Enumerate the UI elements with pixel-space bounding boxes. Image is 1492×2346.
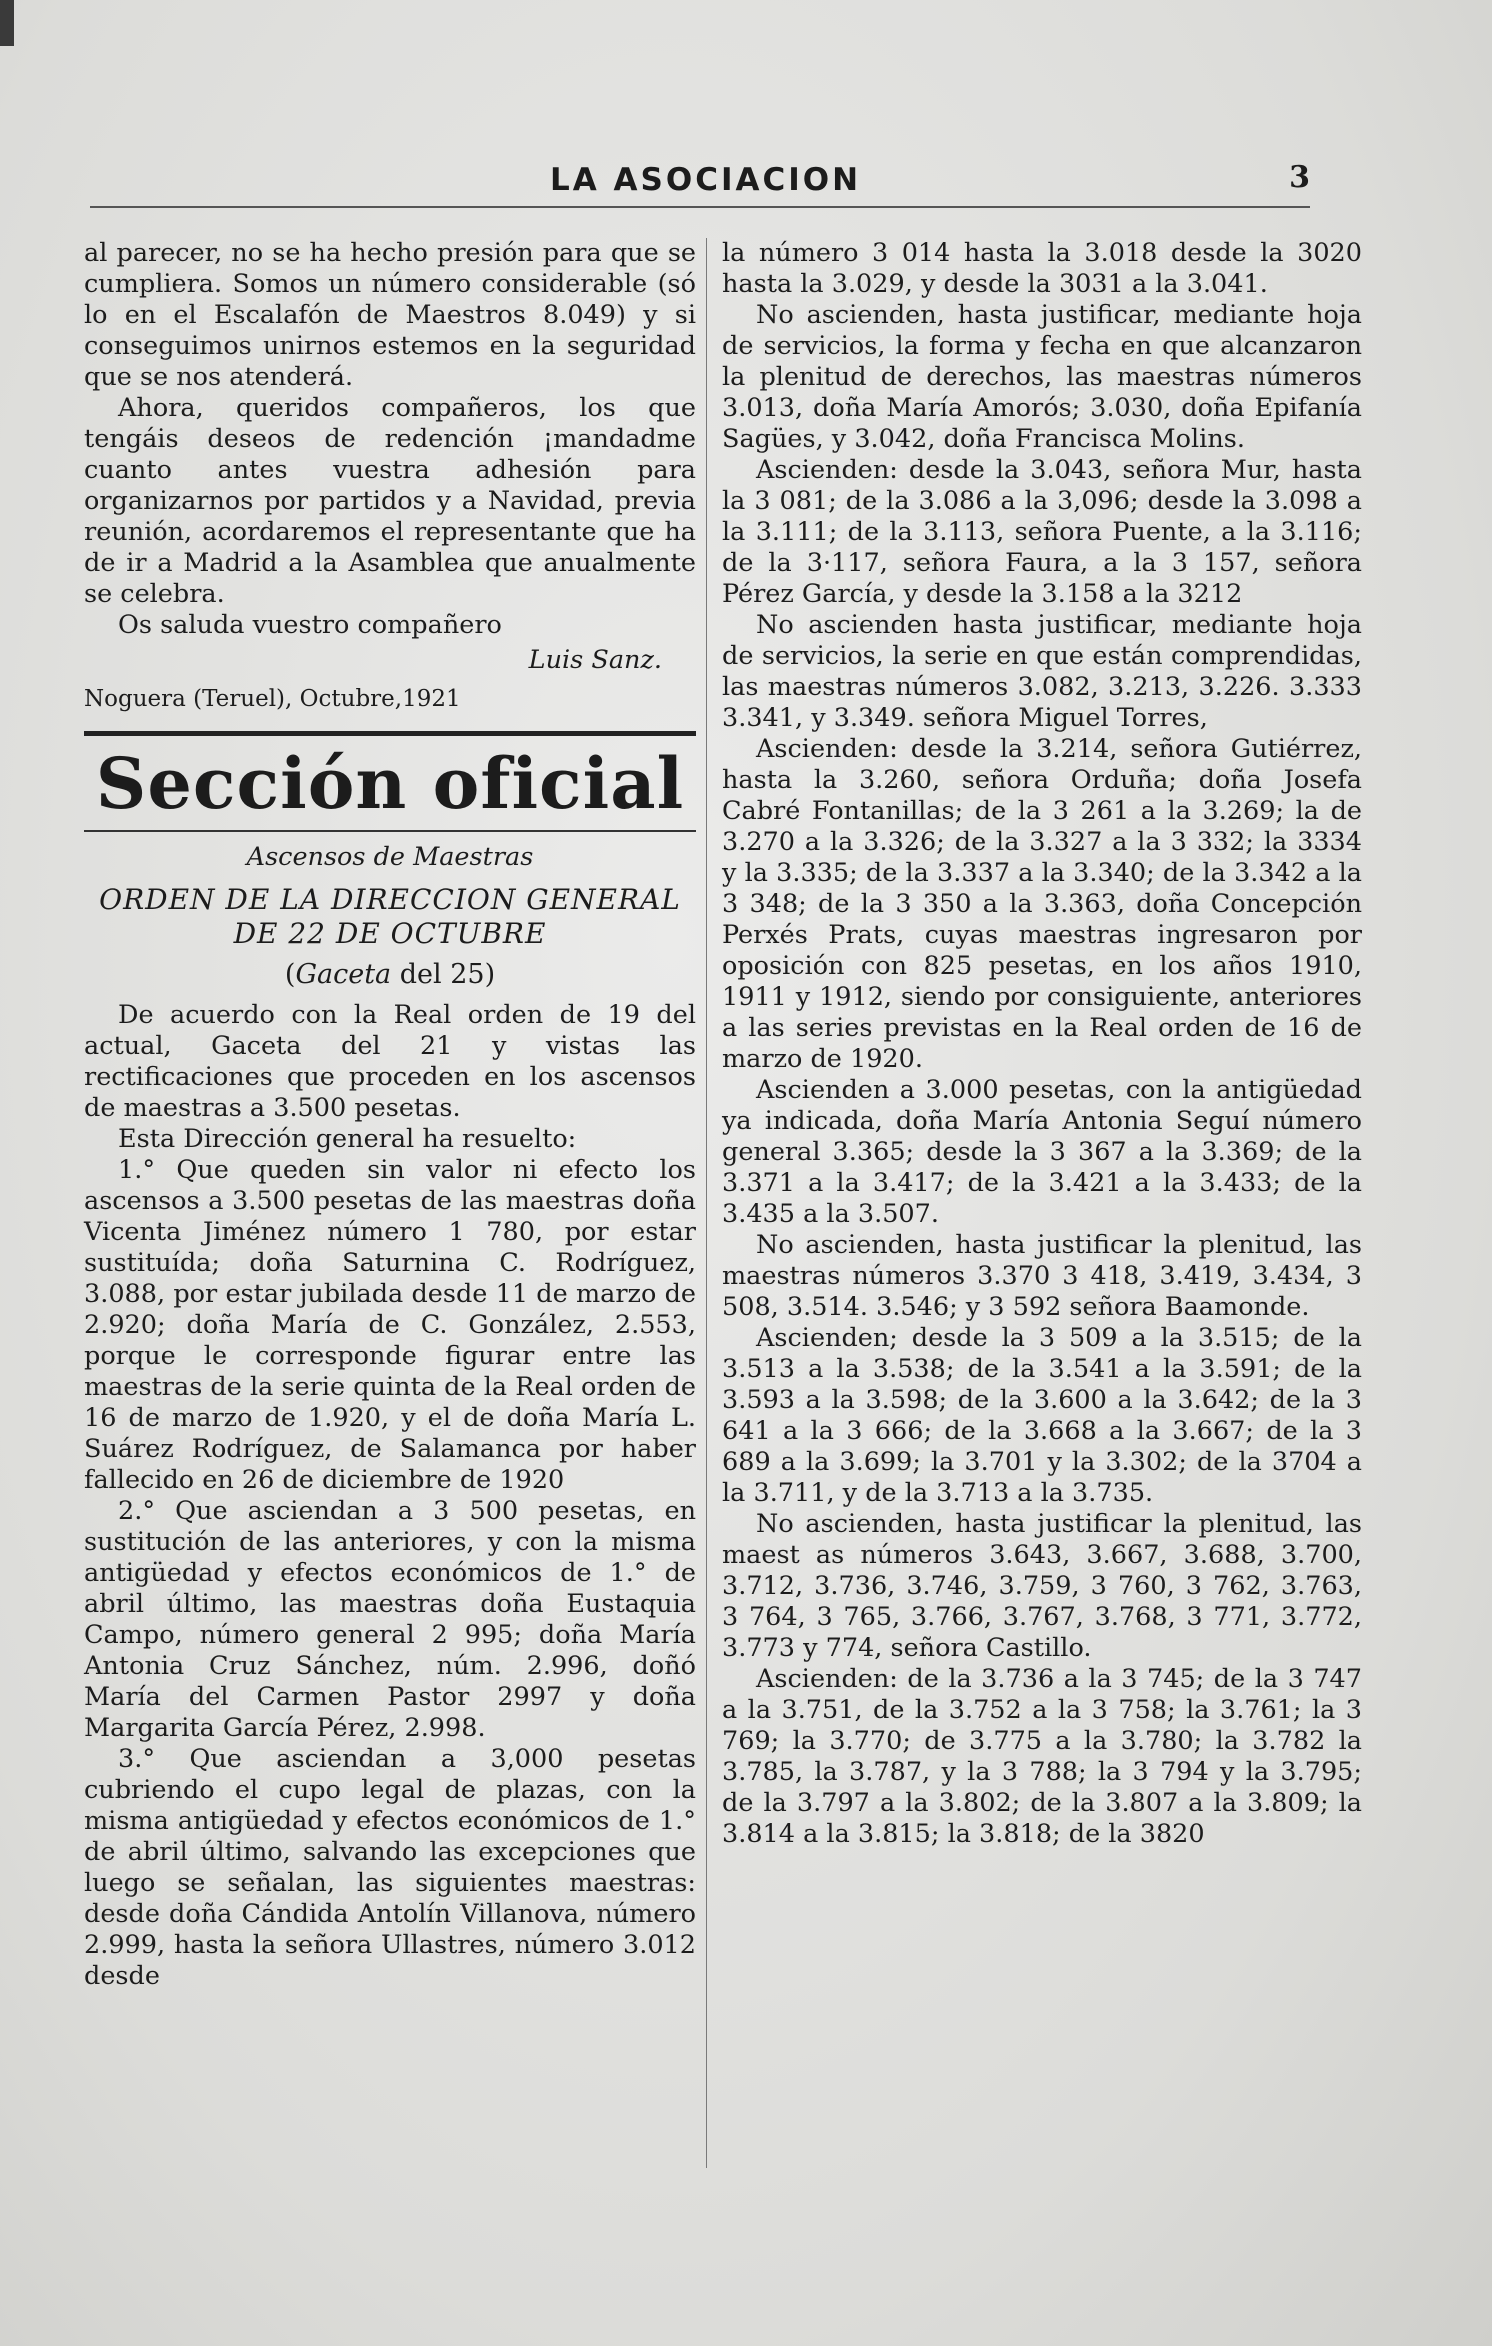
order-paragraph: 2.° Que asciendan a 3 500 pesetas, en sustitución de las anteriores, y con la misma antigüedad y efectos económicos de 1.° de abril último, las maestras doña Eustaquia Campo, número general 2 995; doña María Antonia Cruz Sánchez, núm. 2.996, doñó María del Carmen Pastor 2997 y doña Margarita García Pérez, 2.998. — [84, 1496, 696, 1743]
gazette-date: del 25) — [391, 959, 496, 990]
order-paragraph: Ascienden: desde la 3.043, señora Mur, hasta la 3 081; de la 3.086 a la 3,096; desde la 3.098 a la 3.111; de la 3.113, señora Puente, a la 3.116; de la 3·117, señora Faura, a la 3 157, señora Pérez García, y desde la 3.158 a la 3212 — [722, 455, 1362, 609]
header-rule — [90, 206, 1310, 208]
order-paragraph: De acuerdo con la Real orden de 19 del actual, Gaceta del 21 y vistas las rectificaciones que proceden en los ascensos de maestras a 3.500 pesetas. — [84, 1000, 696, 1123]
order-paragraph: 3.° Que asciendan a 3,000 pesetas cubriendo el cupo legal de plazas, con la misma antigüedad y efectos económicos de 1.° de abril último, salvando las excepciones que luego se señalan, las siguientes maestras: desde doña Cándida Antolín Villanova, número 2.999, hasta la señora Ullastres, número 3.012 desde — [84, 1744, 696, 1991]
order-paragraph: 1.° Que queden sin valor ni efecto los ascensos a 3.500 pesetas de las maestras doña Vicenta Jiménez número 1 780, por estar sustituída; doña Saturnina C. Rodríguez, 3.088, por estar jubilada desde 11 de marzo de 2.920; doña María de C. González, 2.553, porque le corresponde figurar entre las maestras de la serie quinta de la Real orden de 16 de marzo de 1.920, y el de doña María L. Suárez Rodríguez, de Salamanca por haber fallecido en 26 de diciembre de 1920 — [84, 1155, 696, 1495]
left-column — [84, 238, 696, 1992]
letter-paragraph: Ahora, queridos compañeros, los que tengáis deseos de redención ¡mandadme cuanto antes vuestra adhesión para organizarnos por partidos y a Navidad, previa reunión, acordaremos el representante que ha de ir a Madrid a la Asamblea que anualmente se celebra. — [84, 393, 696, 609]
page-header — [90, 160, 1310, 208]
order-paragraph: No ascienden, hasta justificar, mediante hoja de servicios, la forma y fecha en que alcanzaron la plenitud de derechos, las maestras números 3.013, doña María Amorós; 3.030, doña Epifanía Sagües, y 3.042, doña Francisca Molins. — [722, 300, 1362, 454]
order-title: ORDEN DE LA DIRECCION GENERAL DE 22 DE OCTUBRE — [99, 883, 681, 950]
order-paragraph: No ascienden, hasta justificar la plenitud, las maest as números 3.643, 3.667, 3.688, 3.700, 3.712, 3.736, 3.746, 3.759, 3 760, 3 762, 3.763, 3 764, 3 765, 3.766, 3.767, 3.768, 3 771, 3.772, 3.773 y 774, señora Castillo. — [722, 1509, 1362, 1663]
order-paragraph: Ascienden a 3.000 pesetas, con la antigüedad ya indicada, doña María Antonia Seguí número general 3.365; desde la 3 367 a la 3.369; de la 3.371 a la 3.417; de la 3.421 a la 3.433; de la 3.435 a la 3.507. — [722, 1075, 1362, 1229]
section-title: Sección oficial — [95, 742, 685, 825]
column-divider — [706, 238, 707, 2168]
right-column — [722, 238, 1362, 1850]
running-title: LA ASOCIACION — [550, 162, 862, 198]
letter-paragraph: al parecer, no se ha hecho presión para que se cumpliera. Somos un número considerable (só lo en el Escalafón de Maestros 8.049) y si conseguimos unirnos estemos en la seguridad que se nos atenderá. — [84, 238, 696, 392]
section-rule-top — [84, 731, 696, 736]
article-subtitle: Ascensos de Maestras — [246, 842, 534, 872]
page-number: 3 — [1289, 160, 1310, 195]
order-paragraph: No ascienden hasta justificar, mediante hoja de servicios, la serie en que están comprendidas, las maestras números 3.082, 3.213, 3.226. 3.333 3.341, y 3.349. señora Miguel Torres, — [722, 610, 1362, 733]
scan-corner-mark — [0, 0, 14, 46]
gazette-reference: (Gaceta del 25) — [284, 959, 496, 990]
section-rule-bottom — [84, 830, 696, 832]
letter-closing: Os saluda vuestro compañero — [118, 610, 502, 640]
order-paragraph: la número 3 014 hasta la 3.018 desde la 3020 hasta la 3.029, y desde la 3031 a la 3.041. — [722, 238, 1362, 299]
dateline: Noguera (Teruel), Octubre,1921 — [84, 686, 461, 712]
signature: Luis Sanz. — [528, 645, 662, 675]
order-paragraph: Ascienden: de la 3.736 a la 3 745; de la 3 747 a la 3.751, de la 3.752 a la 3 758; la 3.761; la 3 769; la 3.770; de 3.775 a la 3.780; la 3.782 la 3.785, la 3.787, y la 3 788; la 3 794 y la 3.795; de la 3.797 a la 3.802; de la 3.807 a la 3.809; la 3.814 a la 3.815; la 3.818; de la 3820 — [722, 1664, 1362, 1849]
order-paragraph: Ascienden; desde la 3 509 a la 3.515; de la 3.513 a la 3.538; de la 3.541 a la 3.591; de la 3.593 a la 3.598; de la 3.600 a la 3.642; de la 3 641 a la 3 666; de la 3.668 a la 3.667; de la 3 689 a la 3.699; la 3.701 y la 3.302; de la 3704 a la 3.711, y de la 3.713 a la 3.735. — [722, 1323, 1362, 1508]
order-paragraph: No ascienden, hasta justificar la plenitud, las maestras números 3.370 3 418, 3.419, 3.434, 3 508, 3.514. 3.546; y 3 592 señora Baamonde. — [722, 1230, 1362, 1322]
order-paragraph: Esta Dirección general ha resuelto: — [118, 1124, 577, 1154]
gazette-word: Gaceta — [295, 959, 392, 990]
order-paragraph: Ascienden: desde la 3.214, señora Gutiérrez, hasta la 3.260, señora Orduña; doña Josefa Cabré Fontanillas; de la 3 261 a la 3.269; la de 3.270 a la 3.326; de la 3.327 a la 3 332; la 3334 y la 3.335; de la 3.337 a la 3.340; de la 3.342 a la 3 348; de la 3 350 a la 3.363, doña Concepción Perxés Prats, cuyas maestras ingresaron por oposición con 825 pesetas, en los años 1910, 1911 y 1912, siendo por consiguiente, anteriores a las series previstas en la Real orden de 16 de marzo de 1920. — [722, 734, 1362, 1074]
